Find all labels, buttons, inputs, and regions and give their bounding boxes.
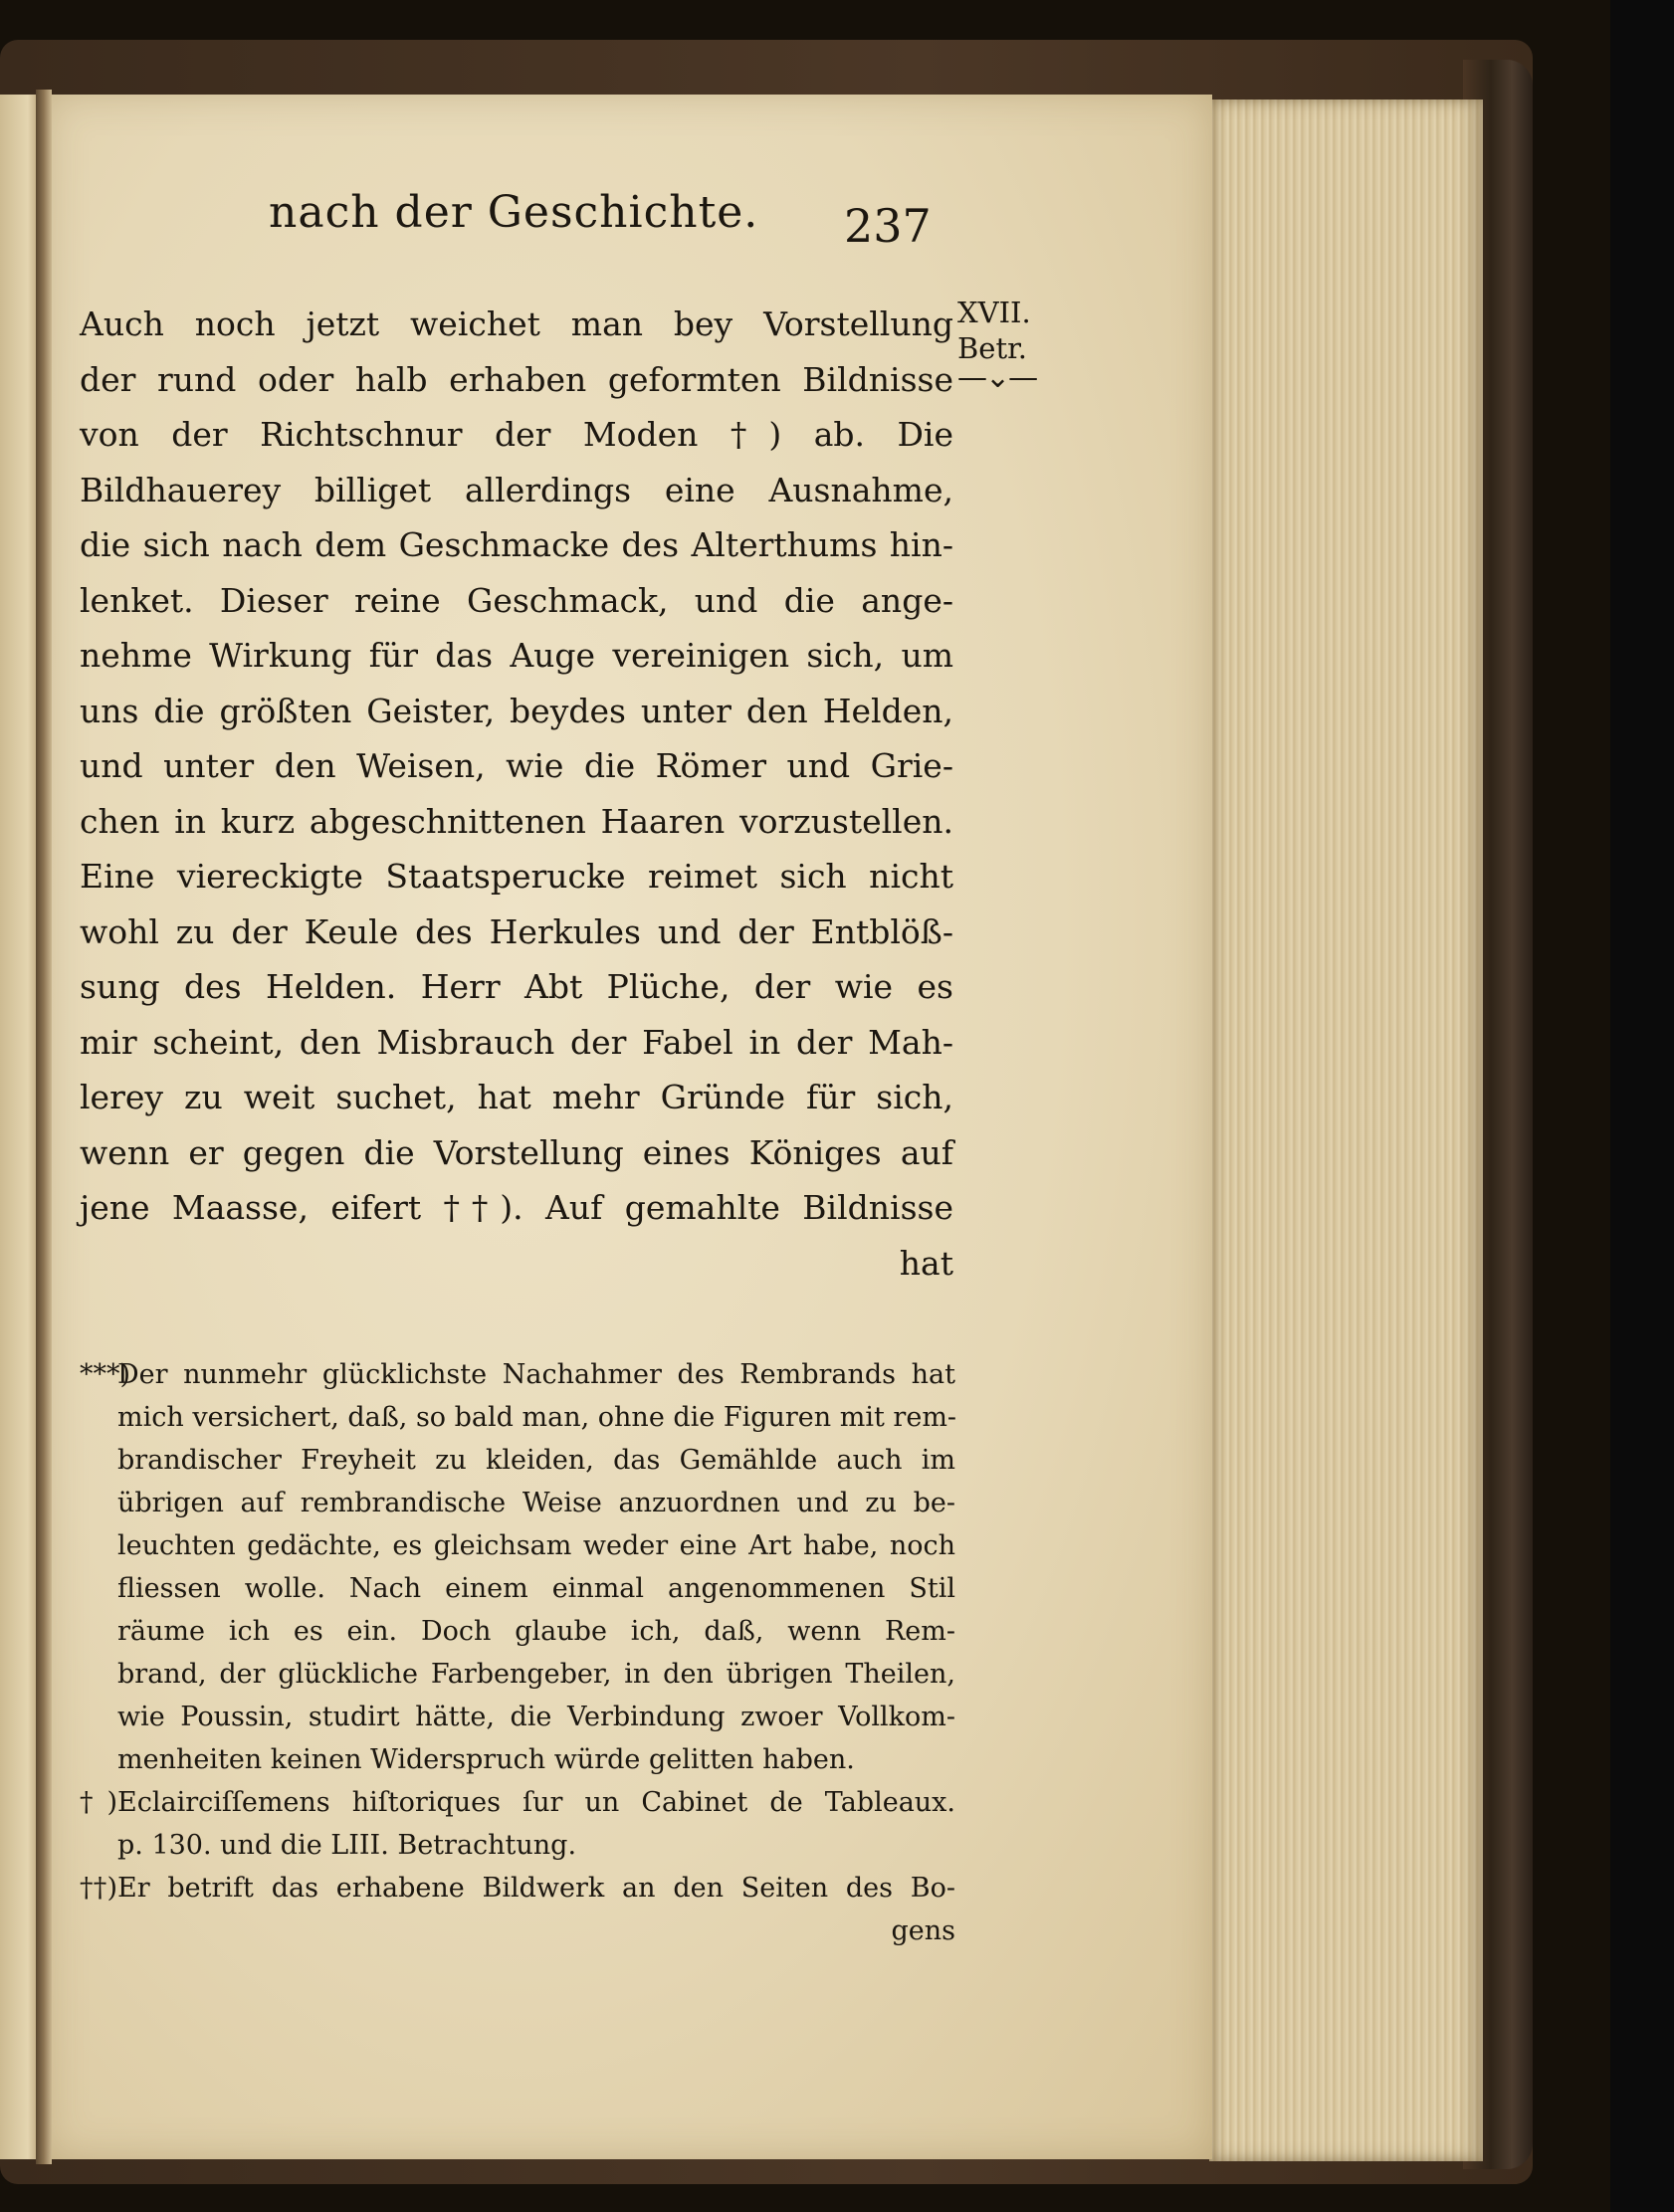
body-line: lenket. Dieser reine Geschmack, und die ange- bbox=[80, 580, 953, 620]
page-block-fore-edge bbox=[1209, 100, 1483, 2161]
body-line: die sich nach dem Geschmacke des Alterthums hin- bbox=[80, 525, 953, 564]
body-line: sung des Helden. Herr Abt Plüche, der wie es bbox=[80, 967, 953, 1006]
body-line: der rund oder halb erhaben geformten Bildnisse bbox=[80, 359, 953, 399]
body-line: wohl zu der Keule des Herkules und der Entblöß- bbox=[80, 911, 953, 951]
body-line: jene Maasse, eifert ††). Auf gemahlte Bildnisse bbox=[80, 1188, 953, 1227]
footnote-line bbox=[80, 1867, 955, 1910]
body-line: nehme Wirkung für das Auge vereinigen sich, um bbox=[80, 636, 953, 675]
footnote-line: menheiten keinen Widerspruch würde gelitten haben. bbox=[117, 1744, 855, 1775]
footnote-line: p. 130. und die LIII. Betrachtung. bbox=[117, 1830, 577, 1861]
footnote-line bbox=[80, 1781, 955, 1824]
body-line: und unter den Weisen, wie die Römer und Grie- bbox=[80, 746, 953, 785]
footnote-mark: †) bbox=[80, 1787, 117, 1818]
footnote-text: Eclairciſſemens hiſtoriques ſur un Cabinet de Tableaux. bbox=[117, 1787, 955, 1818]
marginal-note-number: XVII. bbox=[957, 296, 1031, 329]
body-text bbox=[80, 297, 953, 1291]
footnote-line: räume ich es ein. Doch glaube ich, daß, wenn Rem- bbox=[117, 1616, 955, 1647]
footnote-text: Er betrift das erhabene Bildwerk an den Seiten des Bo- bbox=[117, 1873, 955, 1904]
facing-page-edge bbox=[0, 95, 40, 2159]
running-head: nach der Geschichte. bbox=[269, 187, 759, 238]
footnote-text: Der nunmehr glücklichste Nachahmer des Rembrands hat bbox=[117, 1359, 955, 1390]
marginal-note bbox=[957, 295, 1067, 395]
page-gutter bbox=[36, 90, 52, 2164]
footnote-line: brand, der glückliche Farbengeber, in den übrigen Theilen, bbox=[117, 1659, 955, 1690]
catchword: hat bbox=[899, 1243, 953, 1283]
footnotes bbox=[80, 1353, 955, 1952]
footnote-line: fliessen wolle. Nach einem einmal angenommenen Stil bbox=[117, 1573, 955, 1604]
body-line: chen in kurz abgeschnittenen Haaren vorzustellen. bbox=[80, 801, 953, 841]
footnote-line: brandischer Freyheit zu kleiden, das Gemählde auch im bbox=[117, 1445, 955, 1476]
scan-border bbox=[1610, 0, 1674, 2212]
footnote-catchword: gens bbox=[891, 1915, 955, 1946]
body-line: von der Richtschnur der Moden †) ab. Die bbox=[80, 415, 953, 454]
footnote-mark: ***) bbox=[80, 1359, 131, 1390]
body-line: uns die größten Geister, beydes unter den Helden, bbox=[80, 691, 953, 730]
marginal-note-label: Betr. bbox=[957, 331, 1028, 365]
marginal-brace-icon: —⌄— bbox=[957, 360, 1037, 395]
body-line: Bildhauerey billiget allerdings eine Ausnahme, bbox=[80, 470, 953, 509]
body-line: Auch noch jetzt weichet man bey Vorstellung bbox=[80, 304, 953, 343]
footnote-line bbox=[80, 1353, 955, 1396]
footnote-line: wie Poussin, studirt hätte, die Verbindung zwoer Vollkom- bbox=[117, 1702, 955, 1732]
footnote-line: mich versichert, daß, so bald man, ohne die Figuren mit rem- bbox=[117, 1402, 957, 1433]
body-line: mir scheint, den Misbrauch der Fabel in der Mah- bbox=[80, 1022, 953, 1062]
page-number: 237 bbox=[844, 199, 932, 253]
body-line: Eine viereckigte Staatsperucke reimet sich nicht bbox=[80, 857, 953, 896]
footnote-line: übrigen auf rembrandische Weise anzuordnen und zu be- bbox=[117, 1488, 955, 1518]
body-line: wenn er gegen die Vorstellung eines Königes auf bbox=[80, 1132, 953, 1172]
body-line: lerey zu weit suchet, hat mehr Gründe für sich, bbox=[80, 1078, 953, 1116]
footnote-mark: ††) bbox=[80, 1873, 117, 1904]
footnote-line: leuchten gedächte, es gleichsam weder eine Art habe, noch bbox=[117, 1530, 955, 1561]
